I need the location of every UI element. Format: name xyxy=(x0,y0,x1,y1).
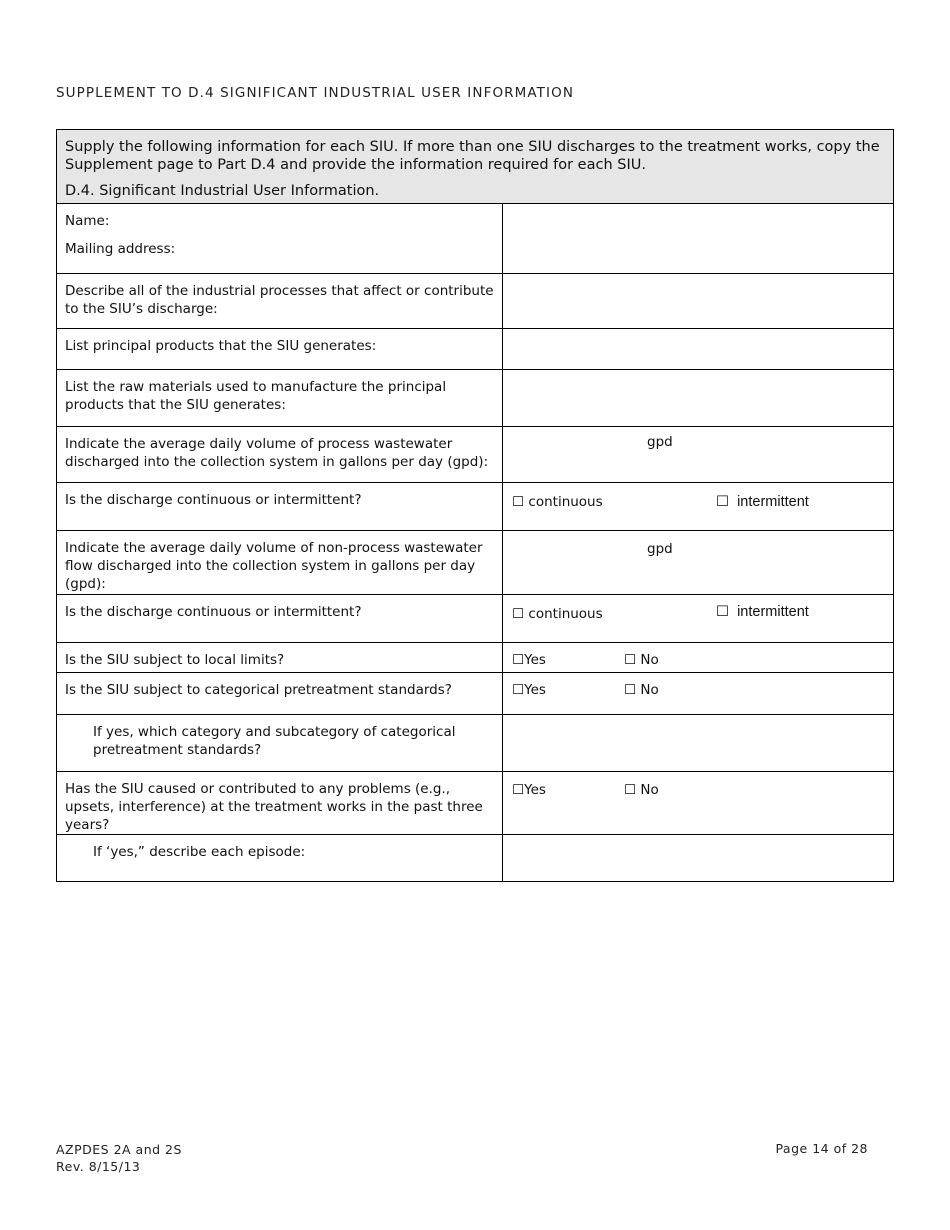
continuous-option-2[interactable]: ☐ continuous xyxy=(512,606,603,622)
process-volume-label: Indicate the average daily volume of process wastewater discharged into the collection system in gallons per day (gpd): xyxy=(57,427,503,483)
processes-label: Describe all of the industrial processes that affect or contribute to the SIU’s discharge: xyxy=(57,274,503,329)
row-discharge-type-1 xyxy=(57,483,894,531)
form-id: AZPDES 2A and 2S xyxy=(56,1142,182,1157)
checkbox-icon: ☐ xyxy=(624,652,637,668)
raw-materials-label: List the raw materials used to manufacture the principal products that the SIU generates: xyxy=(57,370,503,427)
row-raw-materials xyxy=(57,370,894,427)
row-problems xyxy=(57,772,894,835)
intro-text: Supply the following information for each SIU. If more than one SIU discharges to the treatment works, copy the Supplement page to Part D.4 and provide the information required for each SIU. xyxy=(65,139,880,173)
row-discharge-type-2 xyxy=(57,595,894,643)
checkbox-icon: ☐ xyxy=(512,782,525,798)
row-processes xyxy=(57,274,894,329)
intro-cell xyxy=(57,130,894,204)
local-limits-yes[interactable]: ☐Yes xyxy=(512,652,546,668)
nonprocess-volume-label: Indicate the average daily volume of non-process wastewater flow discharged into the collection system in gallons per day (gpd): xyxy=(57,531,503,595)
categorical-question: Is the SIU subject to categorical pretreatment standards? xyxy=(57,673,503,715)
page-heading: SUPPLEMENT TO D.4 SIGNIFICANT INDUSTRIAL USER INFORMATION xyxy=(56,85,575,101)
processes-field[interactable] xyxy=(503,274,894,329)
products-field[interactable] xyxy=(503,329,894,370)
describe-episode-field[interactable] xyxy=(503,835,894,882)
discharge-question-1: Is the discharge continuous or intermittent? xyxy=(57,483,503,531)
mailing-address-label: Mailing address: xyxy=(65,241,176,257)
name-address-field[interactable] xyxy=(503,204,894,274)
checkbox-icon: ☐ xyxy=(716,604,729,620)
categorical-yes[interactable]: ☐Yes xyxy=(512,682,546,698)
checkbox-icon: ☐ xyxy=(512,606,525,622)
checkbox-icon: ☐ xyxy=(512,652,525,668)
siu-form-table xyxy=(56,129,894,882)
row-categorical xyxy=(57,673,894,715)
category-which-label: If yes, which category and subcategory of categorical pretreatment standards? xyxy=(93,724,456,758)
local-limits-question: Is the SIU subject to local limits? xyxy=(57,643,503,673)
footer-form-id xyxy=(56,1141,182,1175)
intermittent-option-2[interactable]: ☐ intermittent xyxy=(716,604,809,620)
row-process-volume xyxy=(57,427,894,483)
process-volume-field[interactable] xyxy=(503,427,894,483)
row-products xyxy=(57,329,894,370)
raw-materials-field[interactable] xyxy=(503,370,894,427)
intermittent-option-1[interactable]: ☐ intermittent xyxy=(716,494,809,510)
local-limits-no[interactable]: ☐ No xyxy=(624,652,659,668)
products-label: List principal products that the SIU generates: xyxy=(57,329,503,370)
categorical-no[interactable]: ☐ No xyxy=(624,682,659,698)
row-local-limits xyxy=(57,643,894,673)
nonprocess-volume-field[interactable] xyxy=(503,531,894,595)
name-label: Name: xyxy=(65,213,110,229)
revision-date: Rev. 8/15/13 xyxy=(56,1159,141,1174)
row-describe-episode xyxy=(57,835,894,882)
checkbox-icon: ☐ xyxy=(512,682,525,698)
describe-episode-label: If ‘yes,” describe each episode: xyxy=(93,844,306,860)
problems-yes[interactable]: ☐Yes xyxy=(512,782,546,798)
checkbox-icon: ☐ xyxy=(624,782,637,798)
problems-question: Has the SIU caused or contributed to any problems (e.g., upsets, interference) at the treatment works in the past three years? xyxy=(57,772,503,835)
section-title: D.4. Significant Industrial User Information. xyxy=(65,183,380,199)
gpd-unit: gpd xyxy=(647,434,673,450)
checkbox-icon: ☐ xyxy=(624,682,637,698)
problems-no[interactable]: ☐ No xyxy=(624,782,659,798)
discharge-question-2: Is the discharge continuous or intermittent? xyxy=(57,595,503,643)
category-which-field[interactable] xyxy=(503,715,894,772)
gpd-unit: gpd xyxy=(647,541,673,557)
row-category-which xyxy=(57,715,894,772)
continuous-option-1[interactable]: ☐ continuous xyxy=(512,494,603,510)
row-name-address xyxy=(57,204,894,274)
row-nonprocess-volume xyxy=(57,531,894,595)
checkbox-icon: ☐ xyxy=(512,494,525,510)
checkbox-icon: ☐ xyxy=(716,494,729,510)
page-number: Page 14 of 28 xyxy=(775,1141,868,1156)
